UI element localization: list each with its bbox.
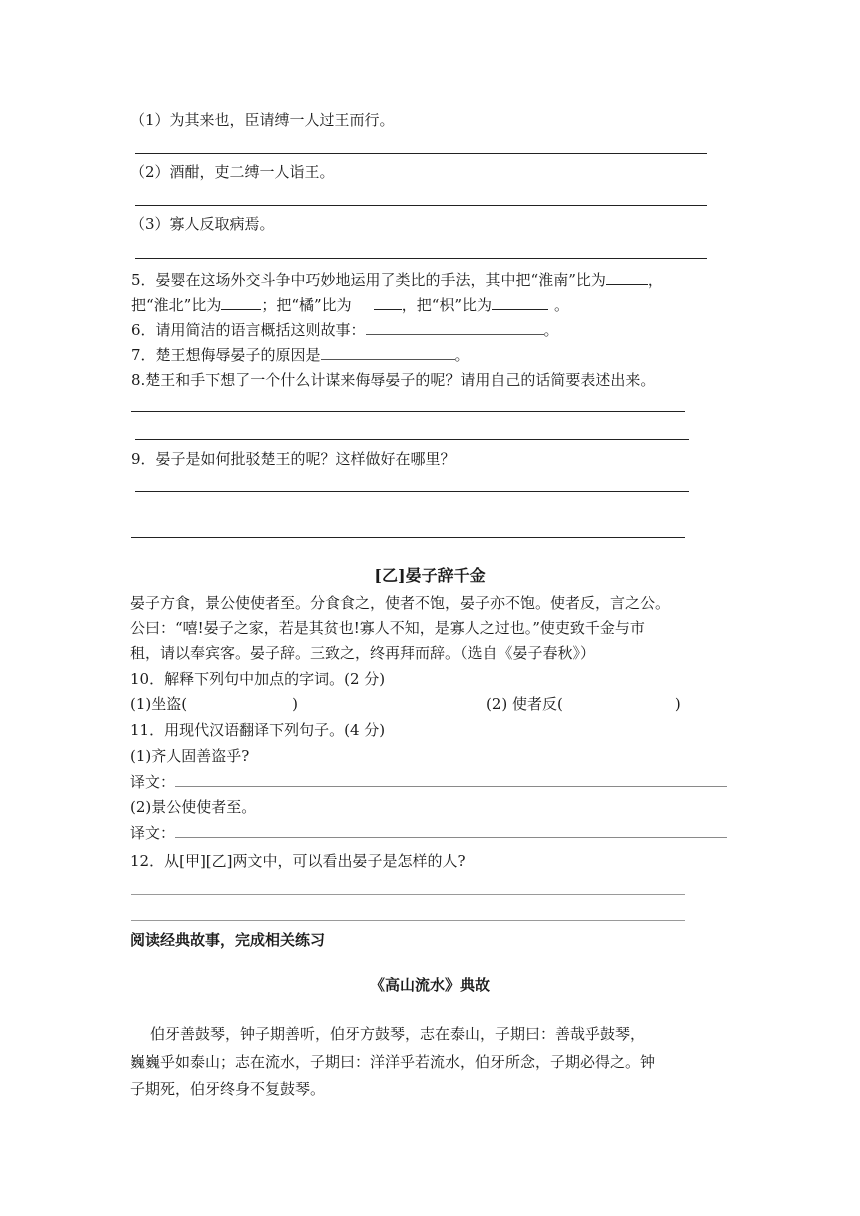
punct: ) bbox=[292, 695, 298, 713]
passage-yi-line-2: 公曰：“嘻!晏子之家，若是其贫也!寡人不知，是寡人之过也。”使吏致千金与市 bbox=[130, 619, 645, 637]
q11-sentence-1: (1)齐人固善盗乎? bbox=[130, 747, 250, 765]
question-7-text: 7．楚王想侮辱晏子的原因是 bbox=[131, 346, 321, 364]
passage-yi-title: [乙]晏子辞千金 bbox=[374, 566, 486, 585]
answer-line[interactable] bbox=[131, 411, 685, 412]
reading-heading: 阅读经典故事，完成相关练习 bbox=[130, 931, 326, 949]
reading-title: 《高山流水》典故 bbox=[369, 976, 490, 994]
q10-item-2 bbox=[486, 694, 681, 714]
question-5-line-2 bbox=[131, 293, 569, 315]
question-5-line-1 bbox=[131, 268, 663, 290]
question-5-text-d: ，把“枳”比为 bbox=[401, 296, 493, 314]
q11-answer-2 bbox=[130, 823, 727, 843]
question-5-text-c: ；把“橘”比为 bbox=[261, 296, 352, 314]
reading-line-3: 子期死，伯牙终身不复鼓琴。 bbox=[130, 1080, 326, 1098]
question-10: 10．解释下列句中加点的字词。(2 分) bbox=[130, 670, 386, 688]
blank-zhi[interactable] bbox=[492, 293, 548, 310]
answer-line[interactable] bbox=[135, 491, 689, 492]
blank-huainan[interactable] bbox=[606, 268, 648, 285]
answer-line[interactable] bbox=[131, 894, 685, 895]
passage-yi-line-3: 租，请以奉宾客。晏子辞。三致之，终再拜而辞。（选自《晏子春秋》） bbox=[130, 644, 596, 662]
answer-line[interactable] bbox=[135, 153, 707, 154]
question-7 bbox=[131, 343, 470, 365]
blank-summary[interactable] bbox=[366, 318, 544, 335]
answer-line[interactable] bbox=[135, 258, 707, 259]
question-5-text: 5．晏婴在这场外交斗争中巧妙地运用了类比的手法，其中把“淮南”比为 bbox=[131, 271, 606, 289]
question-9: 9．晏子是如何批驳楚王的呢？这样做好在哪里？ bbox=[131, 450, 456, 468]
blank-ju[interactable] bbox=[374, 293, 402, 310]
reading-line-1: 伯牙善鼓琴，钟子期善听，伯牙方鼓琴，志在泰山，子期曰：善哉乎鼓琴， bbox=[150, 1025, 646, 1043]
q10-item-1-label: (1)坐盗( bbox=[130, 695, 188, 713]
q10-item-2-label: (2) 使者反( bbox=[486, 695, 563, 713]
punct: 。 bbox=[454, 346, 470, 364]
translation-field-1[interactable] bbox=[175, 772, 727, 787]
answer-line[interactable] bbox=[131, 920, 685, 921]
punct: 。 bbox=[554, 296, 570, 314]
question-12: 12．从[甲][乙]两文中，可以看出晏子是怎样的人? bbox=[130, 852, 466, 870]
punct: ) bbox=[674, 695, 681, 713]
q11-sentence-2: (2)景公使使者至。 bbox=[130, 798, 257, 816]
punct: ， bbox=[647, 271, 663, 289]
answer-line[interactable] bbox=[135, 205, 707, 206]
answer-line[interactable] bbox=[135, 439, 689, 440]
translation-label: 译文： bbox=[130, 824, 176, 842]
translate-item-3: （3）寡人反取病焉。 bbox=[130, 215, 275, 233]
blank-huaibei[interactable] bbox=[221, 293, 261, 310]
blank-reason[interactable] bbox=[321, 343, 455, 360]
translation-label: 译文： bbox=[130, 773, 176, 791]
passage-yi-line-1: 晏子方食，景公使使者至。分食食之，使者不饱，晏子亦不饱。使者反，言之公。 bbox=[130, 594, 671, 612]
q11-answer-1 bbox=[130, 772, 727, 792]
punct: 。 bbox=[543, 321, 559, 339]
answer-line[interactable] bbox=[131, 537, 685, 538]
question-6 bbox=[131, 318, 559, 340]
reading-line-2: 巍巍乎如泰山；志在流水，子期曰：洋洋乎若流水，伯牙所念，子期必得之。钟 bbox=[130, 1053, 656, 1071]
question-11: 11．用现代汉语翻译下列句子。(4 分) bbox=[130, 721, 386, 739]
q10-item-1 bbox=[130, 694, 298, 714]
translation-field-2[interactable] bbox=[175, 823, 727, 838]
question-6-text: 6．请用简洁的语言概括这则故事： bbox=[131, 321, 366, 339]
translate-item-1: （1）为其来也，臣请缚一人过王而行。 bbox=[130, 111, 395, 129]
question-8: 8.楚王和手下想了一个什么计谋来侮辱晏子的呢？请用自己的话简要表述出来。 bbox=[131, 371, 656, 389]
question-5-text-b: 把“淮北”比为 bbox=[131, 296, 222, 314]
translate-item-2: （2）酒酣，吏二缚一人诣王。 bbox=[130, 163, 335, 181]
